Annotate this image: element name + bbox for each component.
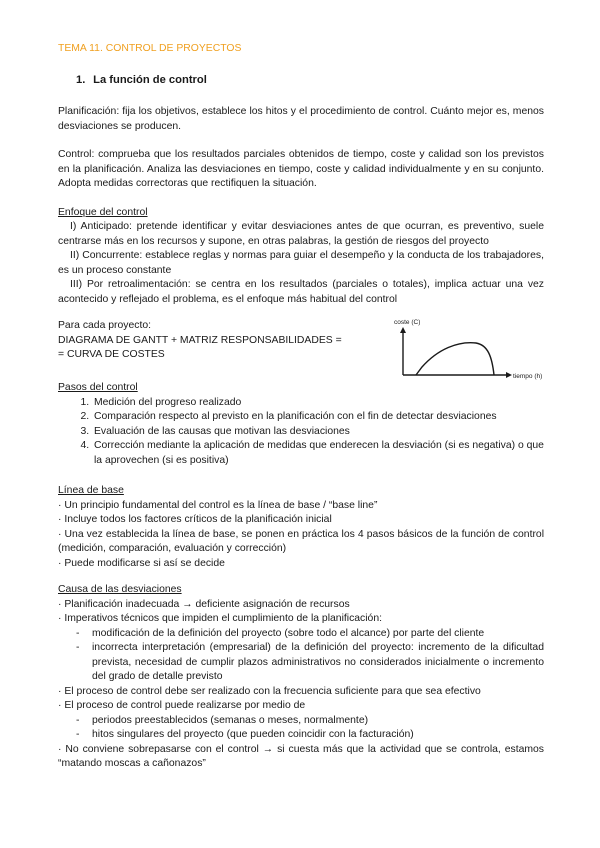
pasos-list <box>58 396 544 469</box>
section-heading-text: La función de control <box>93 73 207 86</box>
chart-xlabel: tiempo (h) <box>513 373 543 380</box>
control-paragraph: Control: comprueba que los resultados parciales obtenidos de tiempo, coste y calidad son los previstos en la planificación. Analiza las desviaciones en tiempo, coste y calidad individualmente y en su conjunto. Adopta medidas correctoras que rectifiquen la situación. <box>58 149 544 189</box>
causas-bullet-2: · Imperativos técnicos que impiden el cumplimiento de la planificación: <box>58 613 383 624</box>
cost-curve-chart <box>388 317 544 381</box>
pasos-item-2: 2. Comparación respecto al previsto en la planificación con el fin de detectar desviaciones <box>92 410 544 425</box>
causas-bullet-3: · El proceso de control debe ser realizado con la frecuencia suficiente para que sea efectivo <box>58 685 481 697</box>
linea-base-item-1: · Un principio fundamental del control es la línea de base / “base line” <box>58 499 378 511</box>
linea-base-title: Línea de base <box>58 485 124 496</box>
causas-dash-2: - incorrecta interpretación (empresarial) de la definición del proyecto: incremento de la dificultad prevista, necesidad de cumplir plazos administrativos no considerados inicialmente o incremento del grado de detalle previsto <box>58 641 544 685</box>
planificacion-paragraph: Planificación: fija los objetivos, establece los hitos y el procedimiento de control. Cuánto mejor es, menos desviaciones se producen. <box>58 106 544 132</box>
causas-bullet-4: · El proceso de control puede realizarse por medio de <box>58 700 306 711</box>
enfoque-item-3: III) Por retroalimentación: se centra en los resultados (parciales o totales), implica actuar una vez acontecido y reflejado el problema, es el enfoque más habitual del control <box>58 279 544 305</box>
costes-block <box>58 319 544 381</box>
pasos-item-3: 3. Evaluación de las causas que motivan las desviaciones <box>92 425 544 440</box>
costes-line-1: Para cada proyecto: <box>58 320 151 331</box>
linea-base-item-2: · Incluye todos los factores críticos de la planificación inicial <box>58 514 332 525</box>
cost-curve <box>416 343 494 375</box>
section-number: 1. <box>76 73 86 86</box>
enfoque-item-2: II) Concurrente: establece reglas y normas para guiar el desempeño y la conducta de los trabajadores, es un proceso constante <box>58 250 544 276</box>
causas-dash-3: - periodos preestablecidos (semanas o meses, normalmente) <box>58 714 544 729</box>
chart-ylabel: coste (C) <box>394 319 421 326</box>
enfoque-title: Enfoque del control <box>58 206 148 218</box>
chart-x-arrow <box>506 372 512 378</box>
pasos-item-1: 1. Medición del progreso realizado <box>92 396 544 411</box>
chart-y-arrow <box>400 327 406 333</box>
linea-base-item-4: · Puede modificarse si así se decide <box>58 557 225 569</box>
causas-dash-1: - modificación de la definición del proyecto (sobre todo el alcance) por parte del cliente <box>58 627 544 642</box>
causas-bullet-5: · No conviene sobrepasarse con el control → si cuesta más que la actividad que se controla, estamos “matando moscas a cañonazos” <box>58 743 544 769</box>
linea-base-item-3: · Una vez establecida la línea de base, se ponen en práctica los 4 pasos básicos de la función de control (medición, comparación, evaluación y corrección) <box>58 528 544 554</box>
costes-line-2: DIAGRAMA DE GANTT + MATRIZ RESPONSABILIDADES = <box>58 334 342 346</box>
causas-bullet-1: · Planificación inadecuada → deficiente asignación de recursos <box>58 598 350 610</box>
doc-title: TEMA 11. CONTROL DE PROYECTOS <box>58 43 242 54</box>
document-page <box>58 42 544 772</box>
causas-title: Causa de las desviaciones <box>58 584 182 595</box>
costes-line-3: = CURVA DE COSTES <box>58 349 165 360</box>
pasos-title: Pasos del control <box>58 382 138 393</box>
enfoque-item-1: I) Anticipado: pretende identificar y evitar desviaciones antes de que ocurran, es preventivo, suele centrarse más en los recursos y supone, en otras palabras, la gestión de riesgos del proyecto <box>58 221 544 247</box>
pasos-item-4: 4. Corrección mediante la aplicación de medidas que enderecen la desviación (si es negativa) o que la aprovechen (si es positiva) <box>92 439 544 468</box>
causas-dash-4: - hitos singulares del proyecto (que pueden coincidir con la facturación) <box>58 728 544 743</box>
section-heading <box>76 73 544 88</box>
